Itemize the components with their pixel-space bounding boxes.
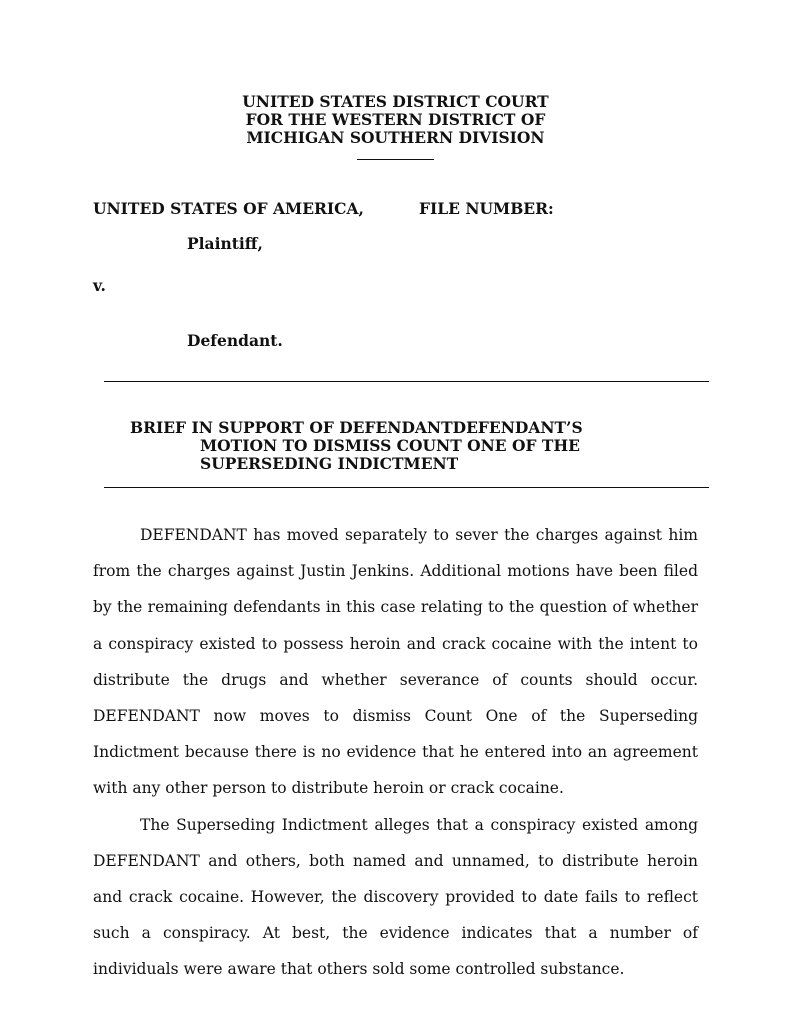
brief-title-line-2: MOTION TO DISMISS COUNT ONE OF THE: [200, 436, 580, 455]
title-rule-bottom: [104, 487, 709, 488]
court-heading: [0, 93, 791, 147]
body-paragraph-1: DEFENDANT has moved separately to sever the charges against him from the charges against Justin Jenkins. Additional motions have been filed by the remaining defendants in this case relating to the question of whether a conspiracy existed to possess heroin and crack cocaine with the intent to distribute the drugs and whether severance of counts should occur. DEFENDANT now moves to dismiss Count One of the Superseding Indictment because there is no evidence that he entered into an agreement with any other person to distribute heroin or crack cocaine.: [93, 526, 698, 798]
court-heading-line-2: FOR THE WESTERN DISTRICT OF: [245, 110, 546, 129]
brief-body: [93, 517, 698, 988]
court-heading-line-3: MICHIGAN SOUTHERN DIVISION: [246, 128, 545, 147]
file-number-label: FILE NUMBER:: [419, 199, 554, 218]
court-heading-rule: [357, 159, 434, 160]
body-paragraph-2: The Superseding Indictment alleges that a conspiracy existed among DEFENDANT and others, both named and unnamed, to distribute heroin and crack cocaine. However, the discovery provided to date fails to reflect such a conspiracy. At best, the evidence indicates that a number of individuals were aware that others sold some controlled substance.: [93, 815, 698, 979]
versus-label: v.: [93, 276, 106, 295]
plaintiff-party: UNITED STATES OF AMERICA,: [93, 199, 364, 218]
defendant-role: Defendant.: [187, 331, 283, 350]
title-rule-top: [104, 381, 709, 382]
plaintiff-role: Plaintiff,: [187, 234, 263, 253]
court-heading-line-1: UNITED STATES DISTRICT COURT: [242, 92, 549, 111]
brief-title-line-3: SUPERSEDING INDICTMENT: [200, 454, 459, 473]
brief-title-line-1: BRIEF IN SUPPORT OF DEFENDANTDEFENDANT’S: [130, 418, 583, 437]
brief-title: [130, 419, 583, 473]
